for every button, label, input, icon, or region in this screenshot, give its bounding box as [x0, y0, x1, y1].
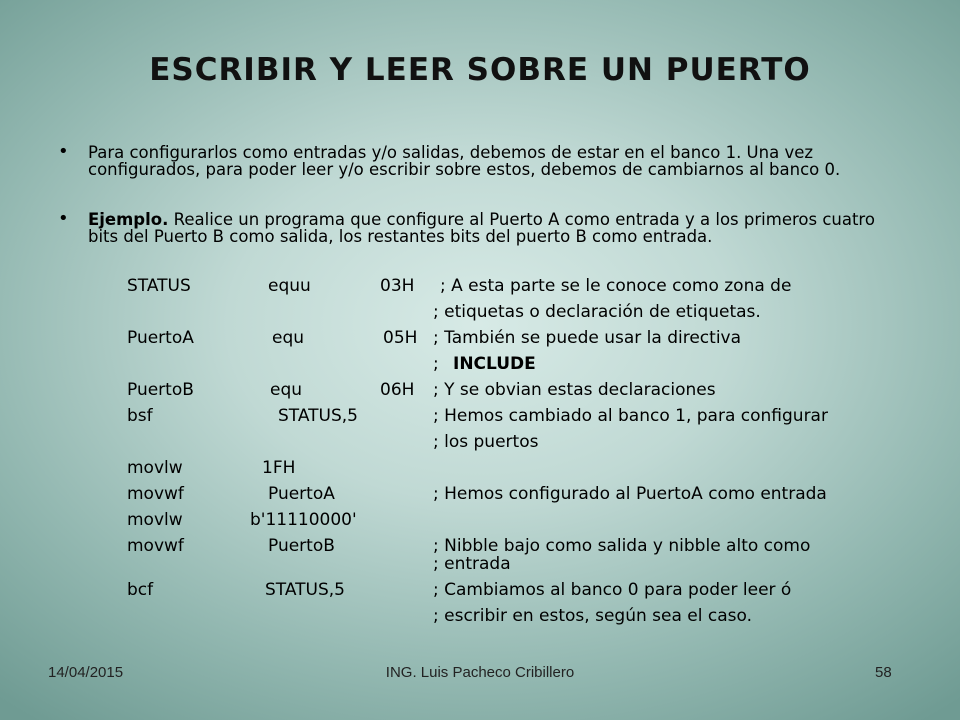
- code-line: [0, 510, 960, 536]
- code-line: [0, 432, 960, 458]
- code-operand: STATUS,5: [265, 580, 346, 600]
- code-line: [0, 276, 960, 302]
- code-comment: ; escribir en estos, según sea el caso.: [433, 606, 753, 626]
- bullet-text: Para configurarlos como entradas y/o salidas, debemos de estar en el banco 1. Una vez configurados, para poder leer y/o escribir sobre estos, debemos de cambiarnos al banco 0.: [88, 143, 841, 179]
- footer-author: ING. Luis Pacheco Cribillero: [385, 664, 575, 681]
- code-instruction: bcf: [127, 580, 154, 600]
- code-comment: ; También se puede usar la directiva: [433, 328, 742, 348]
- code-operand: 1FH: [262, 458, 296, 478]
- code-operand: PuertoB: [268, 536, 335, 556]
- code-comment: ; Cambiamos al banco 0 para poder leer ó: [433, 580, 792, 600]
- code-comment: ; etiquetas o declaración de etiquetas.: [433, 302, 761, 322]
- code-line: [0, 458, 960, 484]
- code-line: [0, 302, 960, 328]
- code-instruction: movwf: [127, 536, 184, 556]
- code-line: [0, 354, 960, 380]
- code-directive: equu: [268, 276, 311, 296]
- code-line: [0, 406, 960, 432]
- code-comment: ; Hemos configurado al PuertoA como entrada: [433, 484, 827, 504]
- bullet-item-2: [58, 208, 888, 246]
- code-comment: ; Nibble bajo como salida y nibble alto como: [433, 536, 811, 556]
- code-directive: equ: [272, 328, 305, 348]
- footer-date: 14/04/2015: [48, 664, 124, 681]
- code-directive: equ: [270, 380, 303, 400]
- code-comment: ;: [433, 354, 439, 374]
- code-comment: ; entrada: [433, 554, 511, 574]
- code-line: [0, 580, 960, 606]
- bullet-marker: •: [58, 208, 69, 229]
- code-line: [0, 380, 960, 406]
- code-value: 05H: [383, 328, 418, 348]
- code-label: STATUS: [127, 276, 191, 296]
- code-operand: PuertoA: [268, 484, 335, 504]
- code-label: PuertoA: [127, 328, 194, 348]
- code-instruction: movlw: [127, 458, 183, 478]
- code-instruction: movlw: [127, 510, 183, 530]
- code-instruction: bsf: [127, 406, 153, 426]
- bullet-item-1: [58, 141, 888, 179]
- footer-page-number: 58: [875, 664, 892, 681]
- code-comment: ; los puertos: [433, 432, 539, 452]
- code-label: PuertoB: [127, 380, 194, 400]
- code-comment: ; Y se obvian estas declaraciones: [433, 380, 716, 400]
- code-line: [0, 484, 960, 510]
- code-line: [0, 554, 960, 580]
- code-value: 06H: [380, 380, 415, 400]
- slide-title: ESCRIBIR Y LEER SOBRE UN PUERTO: [149, 52, 811, 88]
- code-line: [0, 606, 960, 632]
- code-line: [0, 328, 960, 354]
- code-value: 03H: [380, 276, 415, 296]
- code-comment-keyword: INCLUDE: [453, 354, 536, 374]
- bullet-marker: •: [58, 141, 69, 162]
- code-operand: STATUS,5: [278, 406, 359, 426]
- code-comment: ; Hemos cambiado al banco 1, para configurar: [433, 406, 828, 426]
- example-label: Ejemplo.: [88, 210, 169, 229]
- code-operand: b'11110000': [250, 510, 357, 530]
- bullet-text: Realice un programa que configure al Puerto A como entrada y a los primeros cuatro bits del Puerto B como salida, los restantes bits del puerto B como entrada.: [88, 210, 875, 246]
- code-comment: ; A esta parte se le conoce como zona de: [440, 276, 792, 296]
- code-instruction: movwf: [127, 484, 184, 504]
